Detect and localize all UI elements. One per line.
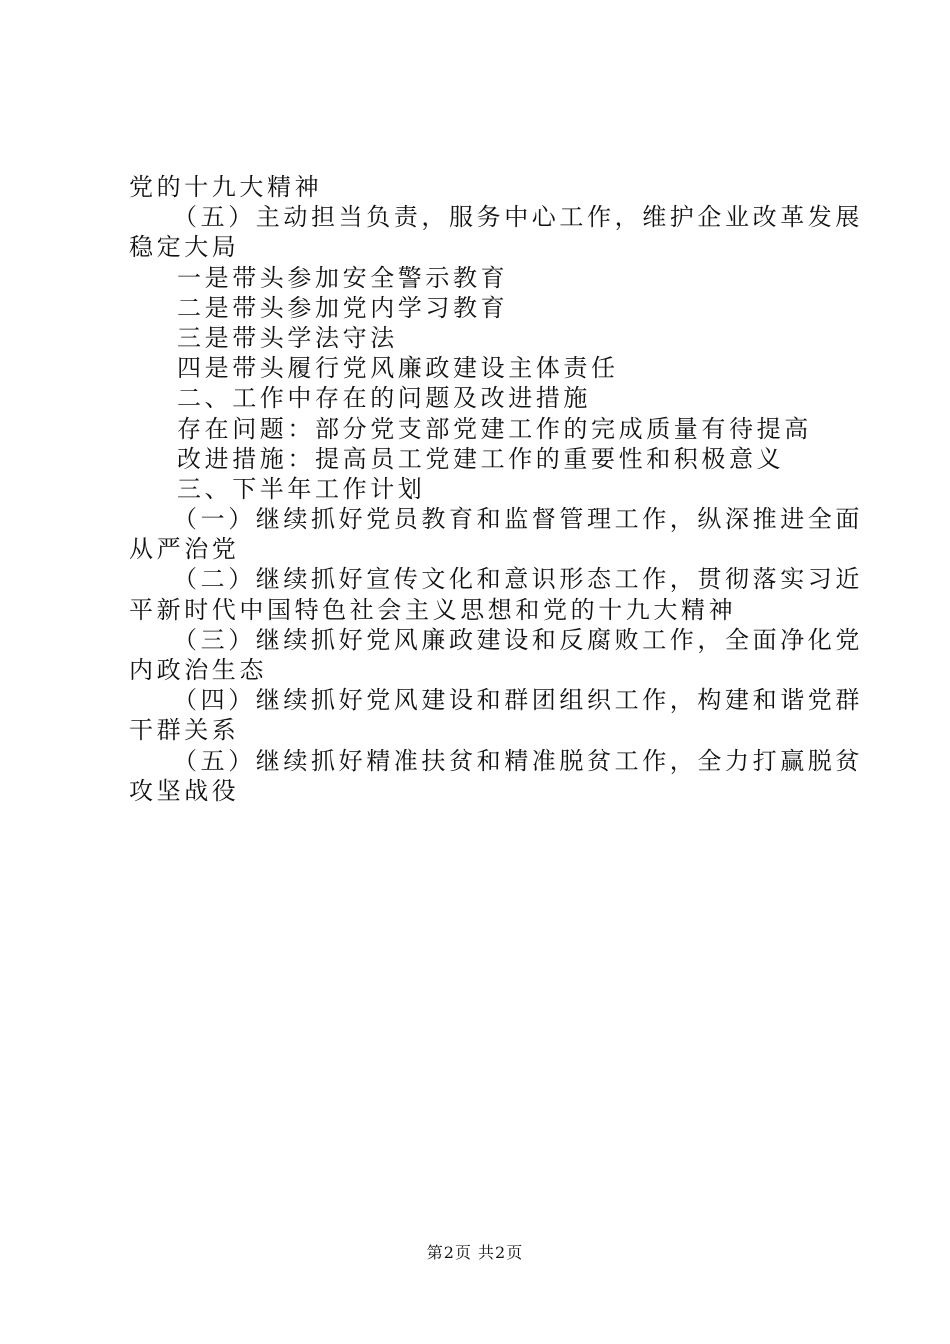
- list-item: 一是带头参加安全警示教育: [177, 263, 509, 292]
- text-line: 内政治生态: [129, 656, 267, 684]
- text-line: 干群关系: [129, 716, 240, 745]
- page-number-footer: 第2页 共2页: [426, 1243, 524, 1262]
- text-line: 平新时代中国特色社会主义思想和党的十九大精神: [129, 595, 737, 624]
- text-line: 存在问题：部分党支部党建工作的完成质量有待提高: [177, 414, 812, 443]
- text-line: 稳定大局: [129, 233, 240, 262]
- text-line: 党的十九大精神: [129, 173, 323, 201]
- section-heading: 二、工作中存在的问题及改进措施: [177, 384, 591, 413]
- document-body: [129, 172, 863, 806]
- text-line: 改进措施：提高员工党建工作的重要性和积极意义: [177, 444, 785, 473]
- list-item: （五）继续抓好精准扶贫和精准脱贫工作，全力打赢脱贫: [173, 746, 863, 775]
- list-item: （一）继续抓好党员教育和监督管理工作，纵深推进全面: [173, 505, 863, 534]
- list-item: 四是带头履行党风廉政建设主体责任: [177, 354, 619, 383]
- text-line: 从严治党: [129, 535, 240, 564]
- list-item: 二是带头参加党内学习教育: [177, 293, 509, 322]
- list-item: （二）继续抓好宣传文化和意识形态工作，贯彻落实习近: [173, 565, 863, 594]
- text-line: 攻坚战役: [129, 776, 240, 805]
- list-item: （四）继续抓好党风建设和群团组织工作，构建和谐党群: [173, 686, 863, 715]
- section-heading: 三、下半年工作计划: [177, 474, 426, 503]
- section-heading: （五）主动担当负责，服务中心工作，维护企业改革发展: [173, 203, 863, 232]
- list-item: （三）继续抓好党风廉政建设和反腐败工作，全面净化党: [173, 625, 863, 654]
- list-item: 三是带头学法守法: [177, 323, 398, 352]
